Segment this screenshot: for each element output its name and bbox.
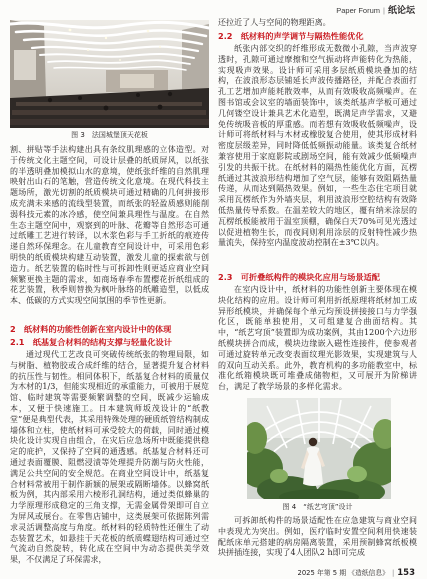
subsection-heading-2-2: 2.2 纸材料的声学调节与隔热性能优化 xyxy=(218,31,364,41)
figure-3-photo xyxy=(10,20,209,128)
subsection-heading-2-1: 2.1 纸基复合材料的结构支撑与轻量化设计 xyxy=(10,337,172,347)
auditorium-ceiling-image xyxy=(10,20,209,128)
page-footer xyxy=(298,568,416,578)
subsection-heading-2-3: 2.3 可折叠纸构件的模块化应用与场景适配 xyxy=(218,272,380,282)
section-name-en: Paper Forum xyxy=(336,6,381,15)
running-header xyxy=(336,4,415,17)
journal-name: 《造纸信息》 xyxy=(348,569,389,577)
section-heading-2: 2 纸材料的功能性创新在室内设计中的体现 xyxy=(10,324,172,334)
stage-wall xyxy=(106,70,168,92)
right-paragraph-continued: 还拉近了人与空间的物理距离。 xyxy=(218,18,331,27)
figure-3-caption: 图 3 法国城堡顶天花板 xyxy=(71,131,148,139)
figure-4-photo xyxy=(247,398,391,499)
header-separator: | xyxy=(383,6,385,15)
section-name-cn: 纸论坛 xyxy=(387,6,415,16)
paper-dome-image xyxy=(247,398,391,499)
paragraph-after-figure-4: 可拆卸纸构件的场景适配性在应急建筑与商业空间中表现尤为突出。例如，医疗临时安置空间利用快速装配纸床单元搭建的病房隔离装置，采用预制蜂窝纸板模块拼插连接，实现了4人团队2 h即可完成 xyxy=(218,516,417,558)
left-paragraph-continued: 割、拼贴等手法构建出具有条纹肌理感的立体造型。对于传统文化主题空间，可设计层叠的纸质屏风，以纸张的半透明叠加模拟山水的意境，使纸张纤维的自然肌理映射出山石的笔触，营造传统文化意境。在现代科技主题场所，激光切割的纸质模块可通过精确的几何拼接形成充满未来感的流线型装置，而纸张的轻盈质感则能削弱科技元素的冰冷感，使空间兼具理性与温度。在自然生态主题空间中，观察到的叶脉、花瓣等自然形态可通过纸雕工艺进行转译，以木浆色彩与手工折纸的痕迹传递自然环保理念。在儿童教育空间设计中，可采用色彩明快的纸质模块构建互动装置，激发儿童的探索欲与创造力。纸艺装置的临时性与可拆卸性则更适应商业空间频繁更换主题的需求，如商场春季布置樱花折纸组成的花艺装置，秋季则替换为枫叶脉络的纸雕造型，以低成本、低碳的方式实现空间氛围的季节性更新。 xyxy=(10,145,209,306)
footer-separator: | xyxy=(391,569,395,577)
page-number: 153 xyxy=(397,568,415,578)
paragraph-2-2: 纸张内部交织的纤维形成无数微小孔隙，当声波穿透时，孔隙可通过摩擦和空气振动将声能转化为热能，实现吸声效果。设计师可采用多层纸质模块叠加的结构，在波浪形态层铺延长声波传播路径，并配合表面打孔工艺增加声能耗散效率，从而有效吸收高频噪声。在图书馆或会议室的墙面装饰中，该类纸基声学板可通过几何镂空设计兼具艺术化造型，既满足声学需求，又避免传统吸音板的厚重感。而若想有效吸收低频噪声，设计师可将纸材料与木材或橡胶复合使用，使其形成材料密度层级差异，同时降低低频振动能量。该类复合纸材兼容使用于家庭影院或剧场空间，能有效减少低频噪声引发的共振干扰。在纸材料的隔热性能优化方面，瓦楞纸通过其波浪形结构增加了空气层，能够有效阻隔热量传递，从而达到隔热效果。例如，一些生态住宅项目就采用瓦楞纸作为外墙夹层，利用波浪形空腔结构有效降低热量传导系数。在温差较大的地区，覆有纳米涂层的瓦楞纸板能被用于温室顶棚，确保白天70%可见光透过以促进植物生长，而夜间则利用涂层的反射特性减少热量流失，保持室内温度波动控制在±3℃以内。 xyxy=(218,44,417,248)
paragraph-2-3: 在室内设计中，纸材料的功能性创新主要体现在模块化结构的应用。设计师可利用折纸原理将纸材加工成异形纸模块，并确保每个单元均预设拼接接口与力学强化区，既能单独使用，又可组建复合曲面结构。其中，“纸艺穹顶”装置即为成功案例，其由1200个六边形纸模块拼合而成，模块边缘嵌入磁性连接件，使参观者可通过旋转单元改变表面纹理光影效果，实现建筑与人的双向互动关系。此外，教育机构的多功能教室中，标准化纸箱模块既可堆叠成储物柜，又可展开为阶梯讲台，满足了教学场景的多样化需求。 xyxy=(218,285,417,392)
paragraph-2-1: 通过现代工艺改良可突破传统纸张的物理局限，如与树脂、植物胶或合成纤维的结合，显著提升复合材料的抗压性与韧性。相同体积下，纸基复合材料的质量仅为木材的1/3，但能实现相近的承重能力，可被用于展览馆、临时建筑等需要频繁调整的空间，既减少运输成本，又便于快速施工。日本建筑师坂茂设计的“纸教堂”便是典型代表，其采用特殊处理的硬质纸管结构制成墙体和立柱，使纸材料可承受较大的荷载，同时通过模块化设计实现自由组合，在灾后应急场所中既能提供稳定的庇护，又保持了空间的通透感。纸基复合材料还可通过表面覆膜、阻燃浸渍等处理提升防潮与防火性能，满足公共空间的安全规范。在商业空间设计中，纸基复合材料常被用于制作新颖的展架或隔断墙体。以蜂窝纸板为例，其内部采用六棱形孔洞结构，通过类似蜂巢的力学原理形成稳定的三角支撑，无需金属骨架即可自立为屏风或展台。在零售店铺中，这类展架可依据陈列需求灵活调整高度与角度。纸材料的轻质特性还催生了动态装置艺术，如悬挂于天花板的纸质蝶翅结构可通过空气流动自然旋转，转化成在空间中为动态提供美学效果，不仅满足了环保需求， xyxy=(10,350,209,565)
issue-label: 2025 年第 5 期 xyxy=(297,569,346,577)
figure-4-caption: 图 4 “纸艺穹顶”设计 xyxy=(282,503,353,511)
